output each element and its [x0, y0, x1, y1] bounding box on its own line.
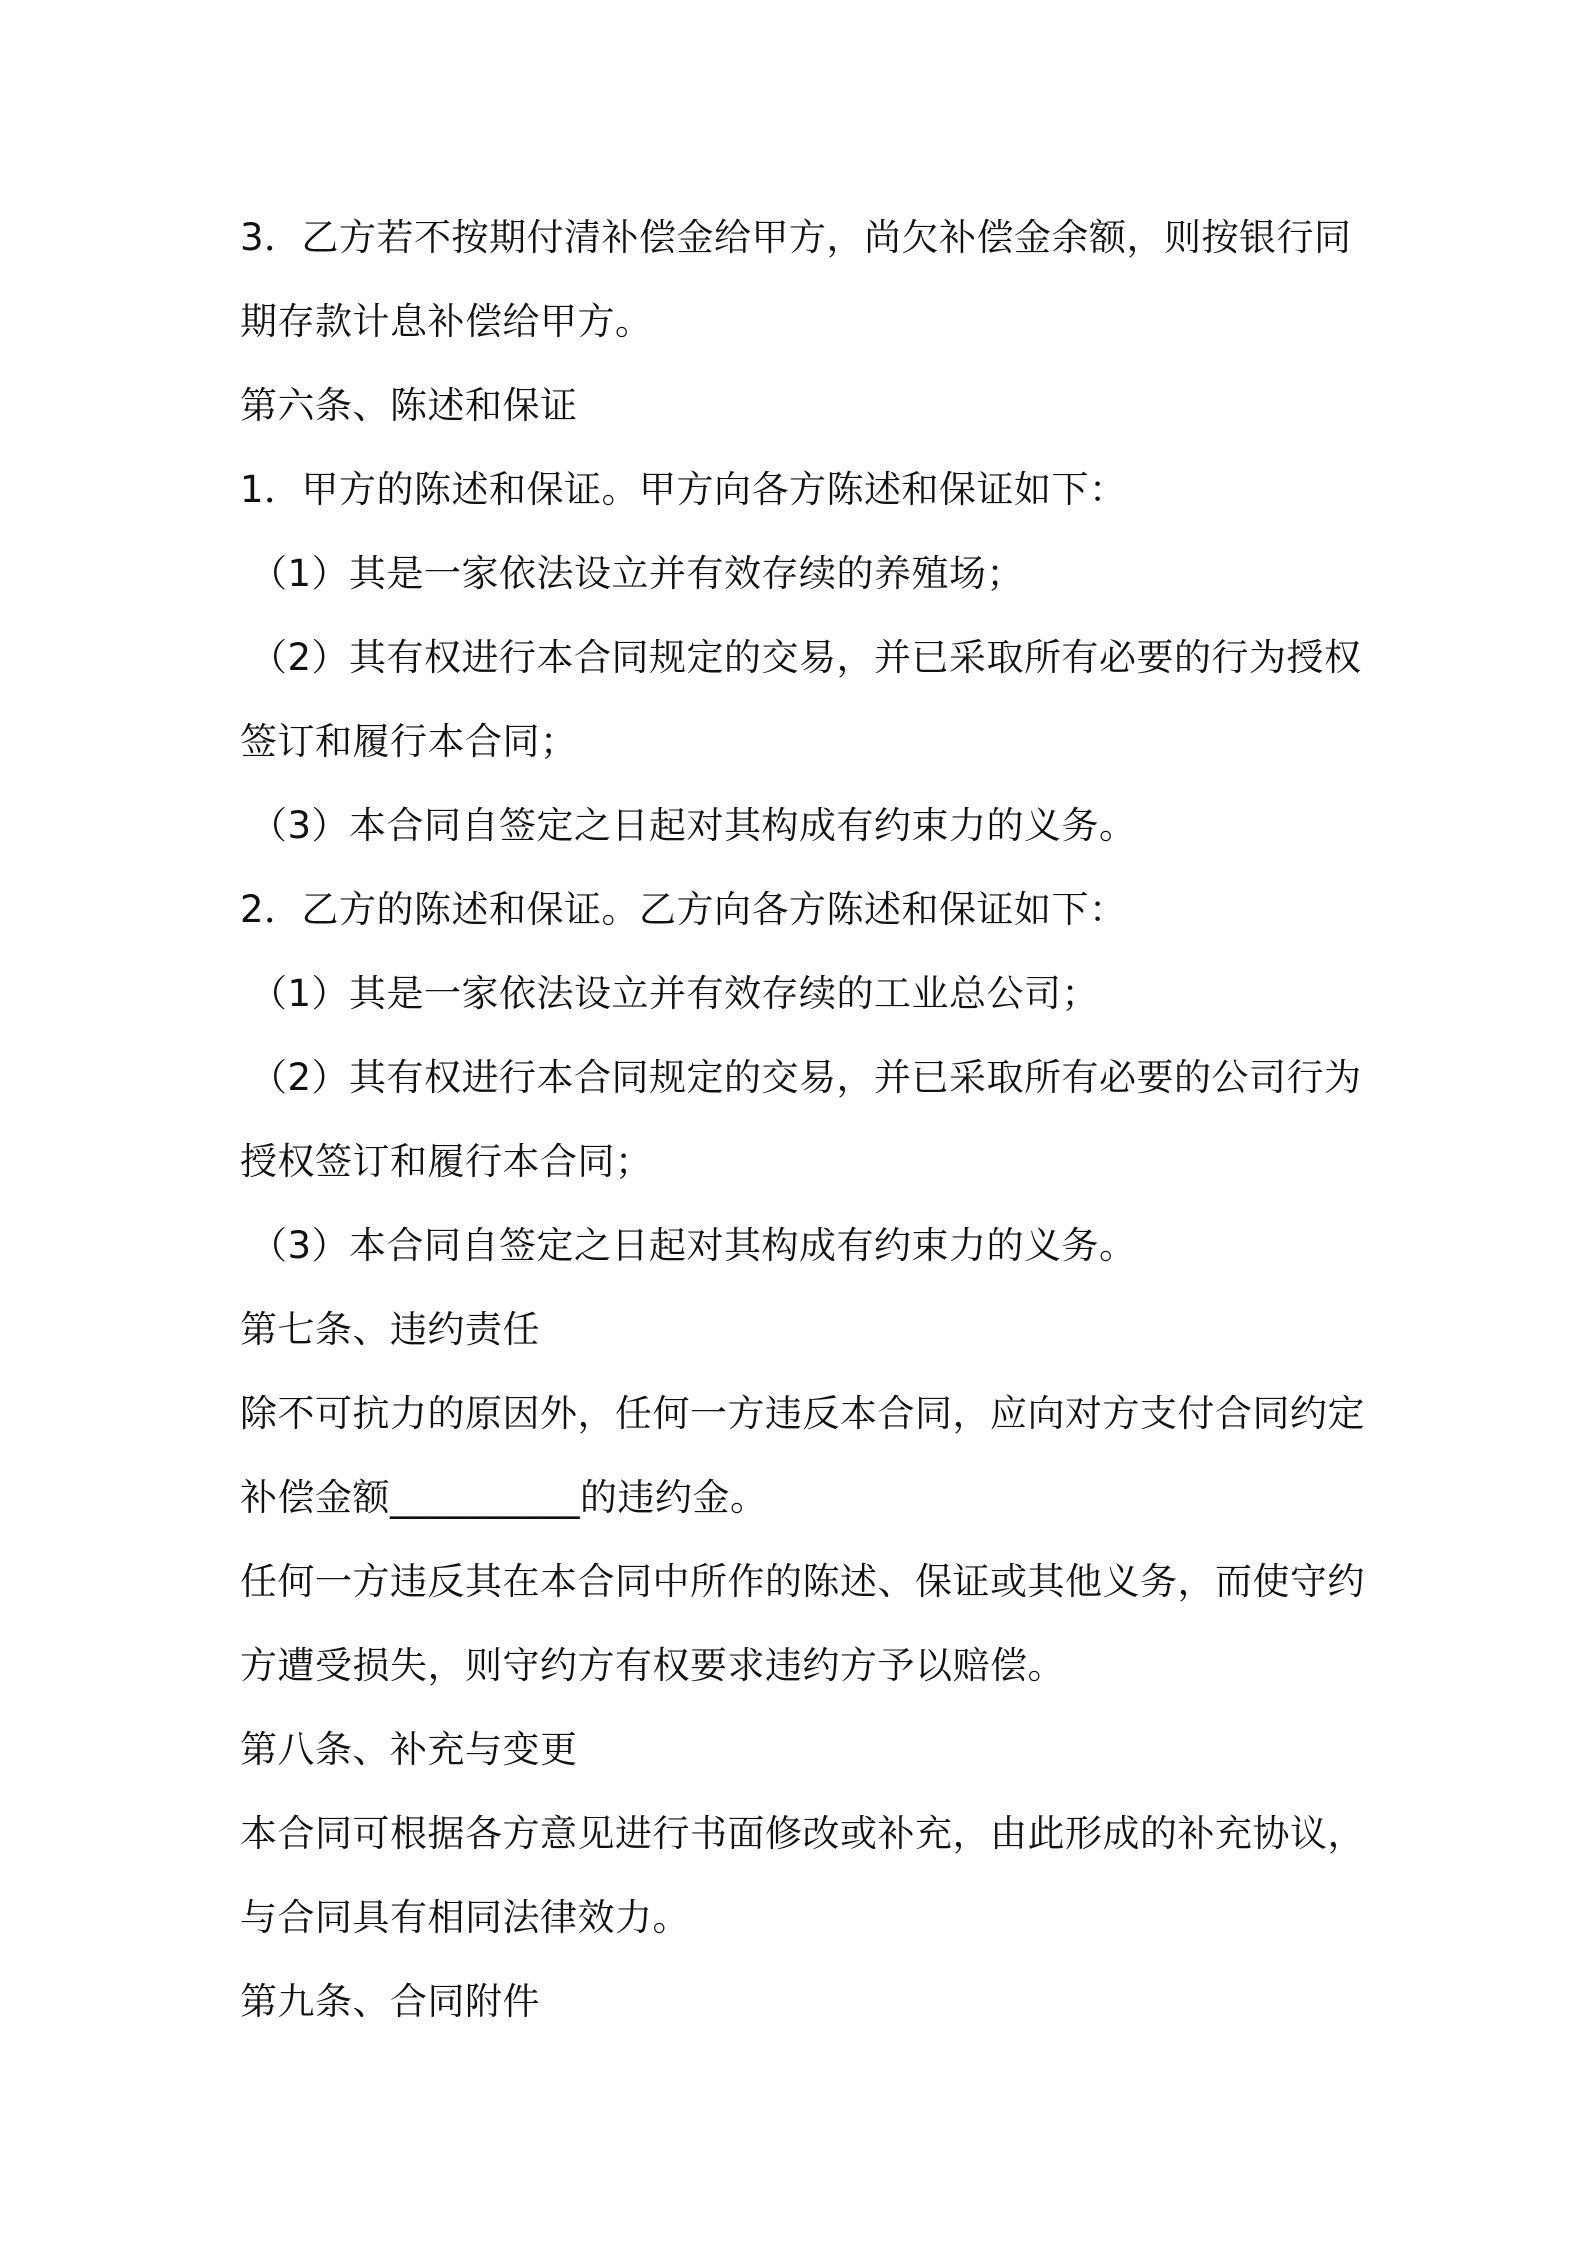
paragraph-line: 2．乙方的陈述和保证。乙方向各方陈述和保证如下：: [240, 888, 1127, 931]
list-item: （1）其是一家依法设立并有效存续的工业总公司；: [250, 972, 1100, 1015]
paragraph-line: 签订和履行本合同；: [240, 720, 578, 763]
paragraph-line: 授权签订和履行本合同；: [240, 1140, 653, 1183]
paragraph-line: 与合同具有相同法律效力。: [240, 1896, 690, 1939]
list-item: （3）本合同自签定之日起对其构成有约束力的义务。: [250, 804, 1137, 847]
list-item: （2）其有权进行本合同规定的交易，并已采取所有必要的公司行为: [250, 1056, 1362, 1099]
paragraph-line: 期存款计息补偿给甲方。: [240, 300, 653, 343]
list-item: （2）其有权进行本合同规定的交易，并已采取所有必要的行为授权: [250, 636, 1362, 679]
paragraph-line: 补偿金额__________的违约金。: [240, 1476, 768, 1519]
section-heading: 第九条、合同附件: [240, 1980, 540, 2023]
paragraph-line: 任何一方违反其在本合同中所作的陈述、保证或其他义务，而使守约: [240, 1560, 1365, 1603]
paragraph-line: 方遭受损失，则守约方有权要求违约方予以赔偿。: [240, 1644, 1065, 1687]
paragraph-line: 1．甲方的陈述和保证。甲方向各方陈述和保证如下：: [240, 468, 1127, 511]
paragraph-line: 3．乙方若不按期付清补偿金给甲方，尚欠补偿金余额，则按银行同: [240, 216, 1352, 259]
document-body: [240, 196, 1365, 2044]
list-item: （1）其是一家依法设立并有效存续的养殖场；: [250, 552, 1025, 595]
list-item: （3）本合同自签定之日起对其构成有约束力的义务。: [250, 1224, 1137, 1267]
paragraph-line: 除不可抗力的原因外，任何一方违反本合同，应向对方支付合同约定: [240, 1392, 1365, 1435]
section-heading: 第六条、陈述和保证: [240, 384, 578, 427]
paragraph-line: 本合同可根据各方意见进行书面修改或补充，由此形成的补充协议，: [240, 1812, 1365, 1855]
section-heading: 第七条、违约责任: [240, 1308, 540, 1351]
section-heading: 第八条、补充与变更: [240, 1728, 578, 1771]
